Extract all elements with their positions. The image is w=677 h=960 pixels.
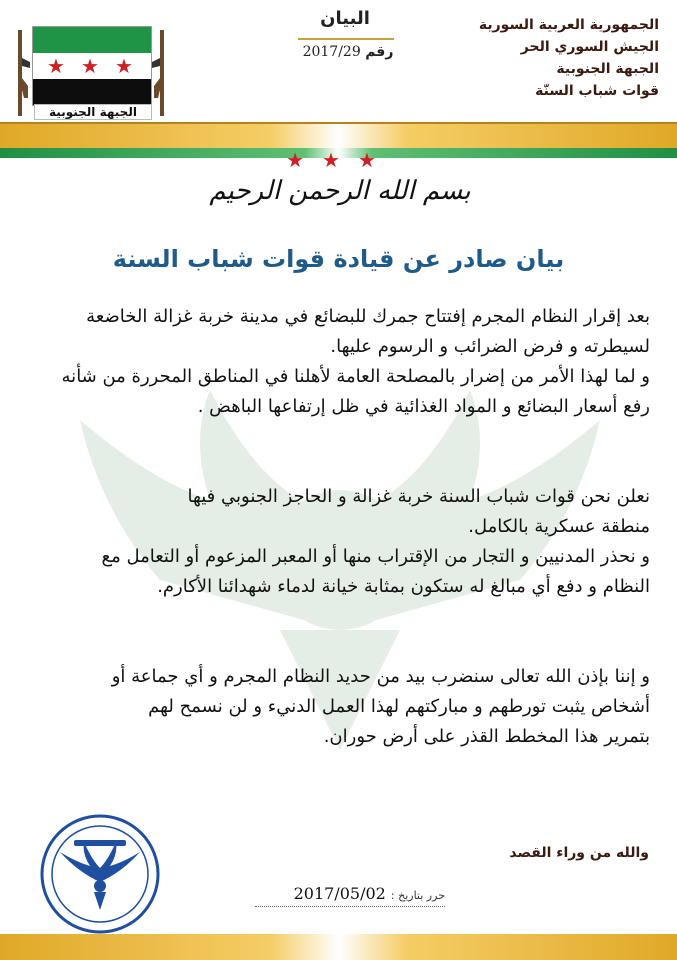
paragraph-gap <box>20 452 650 482</box>
flag-star-icon: ★ <box>81 54 99 78</box>
paragraph-gap <box>20 632 650 662</box>
statement-headline: بيان صادر عن قيادة قوات شباب السنة <box>112 245 565 273</box>
flag-emblem <box>14 24 164 124</box>
body-line: و نحذر المدنيين و التجار من الإقتراب منها أو المعبر المزعوم أو التعامل مع <box>101 546 650 567</box>
forces-seal-stamp <box>38 812 162 936</box>
gold-divider-band <box>0 124 677 148</box>
syrian-revolution-flag <box>32 26 152 106</box>
body-line: لسيطرته و فرض الضرائب و الرسوم عليها. <box>330 336 650 357</box>
body-line: بتمرير هذا المخطط القذر على أرض حوران. <box>323 726 650 747</box>
body-line: النظام و دفع أي مبالغ له ستكون بمثابة خيانة لدماء شهدائنا الأكارم. <box>157 576 650 597</box>
statement-number-label: رقم <box>365 44 394 60</box>
basmala-calligraphy: بسم الله الرحمن الرحيم <box>209 176 471 206</box>
body-line: نعلن نحن قوات شباب السنة خربة غزالة و الحاجز الجنوبي فيها <box>187 486 650 507</box>
rifle-left-icon <box>14 28 34 118</box>
organization-header <box>469 14 659 102</box>
statement-title: البيان <box>320 8 370 29</box>
flag-black-stripe <box>33 79 151 105</box>
date-underline <box>255 906 445 907</box>
flag-white-stripe <box>33 53 151 79</box>
statement-title-underline <box>298 38 394 40</box>
three-stars-icon: ★★★ <box>286 148 394 172</box>
issue-date-label: حرر بتاريخ : <box>390 889 445 902</box>
body-line: رفع أسعار البضائع و المواد الغذائية في ظل إرتفاعها الباهض . <box>197 396 650 417</box>
flag-caption: الجبهة الجنوبية <box>34 104 152 120</box>
gold-footer-band <box>0 934 677 960</box>
issue-date-value: 2017/05/02 <box>293 884 386 903</box>
statement-number-value: 2017/29 <box>302 44 361 60</box>
flag-star-icon: ★ <box>47 54 65 78</box>
body-line: و إننا بإذن الله تعالى سنضرب بيد من حديد النظام المجرم و أي جماعة أو <box>111 666 650 687</box>
body-line: أشخاص يثبت تورطهم و مباركتهم لهذا العمل الدنيء و لن نسمح لهم <box>148 696 650 717</box>
body-line: و لما لهذا الأمر من إضرار بالمصلحة العامة لأهلنا في المناطق المحررة من شأنه <box>61 366 650 387</box>
paragraph-gap <box>20 422 650 452</box>
flag-green-stripe <box>33 27 151 53</box>
issue-date <box>255 884 445 903</box>
statement-body <box>20 302 650 752</box>
statement-number <box>296 44 400 60</box>
org-line-army: الجيش السوري الحر <box>520 39 659 55</box>
org-line-country: الجمهورية العربية السورية <box>478 17 659 33</box>
body-line: منطقة عسكرية بالكامل. <box>468 516 650 537</box>
org-line-front: الجبهة الجنوبية <box>556 61 659 77</box>
closing-phrase: والله من وراء القصد <box>509 845 649 861</box>
org-line-forces: قوات شباب السنّة <box>535 83 659 99</box>
flag-star-icon: ★ <box>115 54 133 78</box>
paragraph-gap <box>20 602 650 632</box>
body-line: بعد إقرار النظام المجرم إفتتاح جمرك للبضائع في مدينة خربة غزالة الخاضعة <box>86 306 650 327</box>
